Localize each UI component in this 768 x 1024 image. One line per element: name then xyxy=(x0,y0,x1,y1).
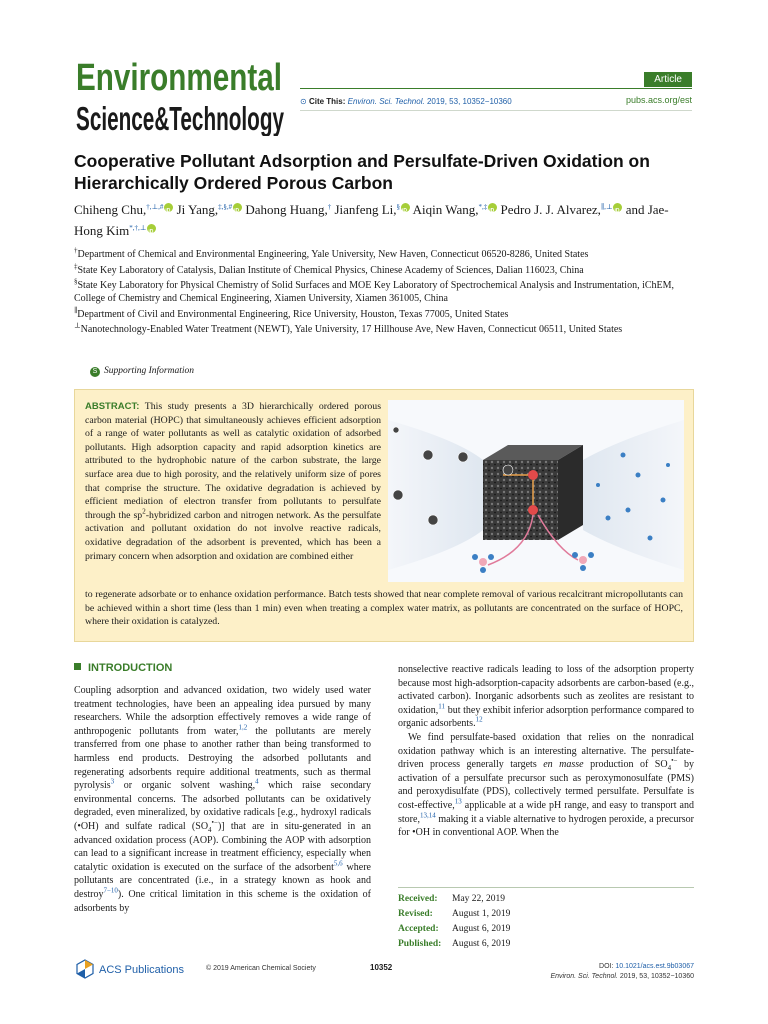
superscript: •− xyxy=(211,818,218,827)
intro-heading-label: INTRODUCTION xyxy=(88,662,173,674)
acs-publications-logo xyxy=(74,958,194,980)
cite-details[interactable]: 2019, 53, 10352−10360 xyxy=(426,97,512,106)
affiliation xyxy=(74,279,694,305)
date-label: Published: xyxy=(398,939,442,949)
author-affiliation-marks: † xyxy=(327,203,332,211)
footer-citation: 2019, 53, 10352−10360 xyxy=(617,973,694,980)
author-name: Jianfeng Li, xyxy=(334,202,397,217)
superscript: •− xyxy=(671,756,678,765)
author[interactable] xyxy=(245,202,331,217)
abstract-box xyxy=(74,389,694,642)
text-run: )] that are in situ-generated in an advanced oxidation process (AOP). Combining the AOP with adsorption can lead to a significant increase in treatment efficiency, especially when catalytic oxidation is executed on the surface of the adsorbent xyxy=(74,820,371,873)
reference-link[interactable]: 11 xyxy=(438,702,446,711)
abstract-label: ABSTRACT: xyxy=(85,401,140,412)
doi-block xyxy=(550,962,694,982)
reference-link[interactable]: 13 xyxy=(454,797,462,806)
author-affiliation-marks: § xyxy=(396,203,401,211)
affiliation-text: Nanotechnology-Enabled Water Treatment (NEWT), Yale University, 17 Hillhouse Ave, New Haven, Connecticut 06511, United States xyxy=(80,324,623,335)
supporting-info-label: Supporting Information xyxy=(104,366,194,376)
article-type-badge: Article xyxy=(644,72,692,87)
date-row xyxy=(398,937,510,952)
affiliation xyxy=(74,308,694,321)
author-affiliation-marks: †,⊥,# xyxy=(146,203,164,211)
date-value: August 6, 2019 xyxy=(452,939,511,949)
author-affiliation-marks: ‡,§,# xyxy=(218,203,233,211)
date-row xyxy=(398,922,510,937)
electron-1 xyxy=(528,470,538,480)
subscript: 4 xyxy=(208,825,212,834)
orcid-icon[interactable] xyxy=(147,224,156,233)
toc-graphic xyxy=(388,400,684,582)
text-run: but they exhibit inferior adsorption performance compared to organic adsorbents. xyxy=(398,704,694,730)
author-name: Chiheng Chu, xyxy=(74,202,147,217)
text-run: Coupling adsorption and advanced oxidation, two widely used water treatment technologies, have been an appealing idea pursued by many researchers. While the adsorption effectively removes a wide range of anthropogenic pollutants from water, xyxy=(74,685,371,737)
orcid-icon[interactable] xyxy=(233,203,242,212)
author-name: and Jae-Hong Kim xyxy=(74,202,669,238)
author-name: Pedro J. J. Alvarez, xyxy=(500,202,601,217)
affiliation-mark: § xyxy=(74,277,78,286)
reference-link[interactable]: 13,14 xyxy=(419,811,436,820)
supporting-info-icon: S xyxy=(90,367,100,377)
author-affiliation-marks: *,†,⊥ xyxy=(129,224,147,232)
date-value: August 6, 2019 xyxy=(452,924,511,934)
cite-this[interactable] xyxy=(300,97,512,106)
date-label: Revised: xyxy=(398,909,433,919)
text-run: the pollutants are merely transferred from one phase to another rather than being transformed to harmless end products. Destroying the adsorbed pollutants and regenerating adsorbents require additional treatments, such as thermal pyrolysis xyxy=(74,725,371,792)
orcid-icon[interactable] xyxy=(488,203,497,212)
date-row xyxy=(398,907,510,922)
intro-paragraph-2 xyxy=(398,731,694,840)
text-run: We find persulfate-based oxidation that relies on the nonradical oxidation pathway which is an interesting alternative. The persulfate-driven process generally targets xyxy=(398,731,694,771)
date-value: August 1, 2019 xyxy=(452,909,511,919)
journal-logo-line1: Environmental xyxy=(76,57,282,99)
orcid-icon[interactable] xyxy=(401,203,410,212)
text-run: applicable at a wide pH range, and easy to transport and store, xyxy=(398,799,694,825)
text-run: production of SO xyxy=(583,759,668,771)
footer-journal: Environ. Sci. Technol. xyxy=(550,973,618,980)
affiliation xyxy=(74,323,694,336)
intro-right-column xyxy=(398,663,694,840)
date-label: Accepted: xyxy=(398,924,439,934)
affiliation-mark: ‡ xyxy=(74,262,78,271)
subscript: 4 xyxy=(667,764,672,773)
emphasis: en masse xyxy=(543,759,584,771)
affiliation-text: Department of Civil and Environmental Engineering, Rice University, Houston, Texas 77005, United States xyxy=(77,308,509,320)
copyright: © 2019 American Chemical Society xyxy=(206,965,316,972)
abstract-part1a: This study presents a 3D hierarchically ordered porous carbon material (HOPC) that simultaneously achieves efficient adsorption of a range of water pollutants as well as catalytic oxidation of adsorbed pollutants. High adsorption capacity and rapid adsorption kinetics are attributed to the hydrophobic nature of the carbon substrate, the large surface area due to high porosity, and the relatively uniform size of pores that comprise the structure. The oxidative degradation is achieved by efficient mediation of electron transfer from pollutants to persulfate through the sp xyxy=(85,401,382,521)
author[interactable] xyxy=(177,202,243,217)
text-run: making it a viable alternative to hydrogen peroxide, a precursor for •OH in conventional AOP. When the xyxy=(398,813,694,839)
author[interactable] xyxy=(500,202,622,217)
text-run: which raise secondary environmental concerns. The adsorbed pollutants can be oxidatively degraded, even mineralized, by oxidative radicals [e.g., hydroxyl radicals (•OH) and sulfate radical (SO xyxy=(74,780,371,832)
header-rule xyxy=(300,88,692,89)
reference-link[interactable]: 4 xyxy=(255,777,259,786)
reference-link[interactable]: 7−10 xyxy=(103,886,118,895)
publication-dates xyxy=(398,892,510,952)
journal-url[interactable]: pubs.acs.org/est xyxy=(625,95,692,105)
intro-left-column xyxy=(74,684,371,915)
acs-hexagon-icon xyxy=(77,960,93,978)
affiliation xyxy=(74,248,694,261)
author[interactable] xyxy=(74,202,173,217)
orcid-icon[interactable] xyxy=(613,203,622,212)
reference-link[interactable]: 5,6 xyxy=(333,859,343,868)
abstract-sup: 2 xyxy=(142,507,146,516)
journal-logo xyxy=(74,50,286,136)
dates-divider xyxy=(398,887,694,888)
author[interactable] xyxy=(413,202,498,217)
text-run: nonselective reactive radicals leading to loss of the adsorption property because most high-adsorption-capacity adsorbents are carbon-based (e.g., activated carbon). Inorganic adsorbents such as zeolites are resistant to oxidation, xyxy=(398,664,694,716)
cite-icon: ⊙ xyxy=(300,97,307,106)
doi-label: DOI: xyxy=(599,963,616,970)
intro-paragraph-1-cont xyxy=(398,663,694,731)
affiliation-text: State Key Laboratory for Physical Chemistry of Solid Surfaces and MOE Key Laboratory of Spectrochemical Analysis and Instrumentation, iChEM, College of Chemistry and Chemical Engineering, Xiamen University, Xiamen 361005, China xyxy=(74,280,675,304)
cube-side xyxy=(558,445,583,540)
affiliations xyxy=(74,248,694,339)
author[interactable] xyxy=(334,202,410,217)
abstract-continued: to regenerate adsorbate or to enhance oxidation performance. Batch tests showed that near complete removal of various recalcitrant micropollutants can be achieved within a short time (less than 1 min) even when treating a complex water matrix, as pollutants are concentrated on the surface of HOPC, where their oxidation is catalyzed. xyxy=(85,589,683,628)
date-row xyxy=(398,892,510,907)
date-value: May 22, 2019 xyxy=(452,894,506,904)
cite-journal[interactable]: Environ. Sci. Technol. xyxy=(347,97,425,106)
text-run: or organic solvent washing, xyxy=(114,780,256,792)
journal-logo-line2: Science&Technology xyxy=(76,100,285,136)
author-name: Dahong Huang, xyxy=(245,202,328,217)
author-name: Aiqin Wang, xyxy=(412,202,479,217)
cite-label: Cite This: xyxy=(308,97,346,106)
page-number: 10352 xyxy=(370,963,393,972)
author-affiliation-marks: ∥,⊥ xyxy=(600,203,613,211)
text-run: by activation of a persulfate precursor such as peroxymonosulfate (PMS) and peroxydisulfate (PDS), collectively termed persulfate. Persulfate is cost-effective, xyxy=(398,759,694,811)
affiliation-mark: ∥ xyxy=(74,306,78,315)
publisher-name: ACS Publications xyxy=(99,964,184,976)
doi-link[interactable]: 10.1021/acs.est.9b03067 xyxy=(615,963,694,970)
reference-link[interactable]: 1,2 xyxy=(238,723,248,732)
affiliation-mark: † xyxy=(74,246,78,255)
section-heading-introduction xyxy=(74,662,172,674)
text-run: ). One critical limitation in this scheme is the oxidation of adsorbents by xyxy=(74,888,371,914)
author-name: Ji Yang, xyxy=(176,202,219,217)
abstract-part1b: -hybridized carbon and nitrogen network. As the persulfate activation and pollutant oxidation do not involve reactive radicals, oxidative degradation of the adsorbent is prevented, which has been a primary concern when adsorption and oxidation are combined either xyxy=(85,509,381,562)
affiliation-text: Department of Chemical and Environmental Engineering, Yale University, New Haven, Connecticut 06520-8286, United States xyxy=(77,249,589,260)
author-list xyxy=(74,198,694,240)
author-affiliation-marks: *,‡ xyxy=(478,203,488,211)
affiliation-mark: ⊥ xyxy=(74,321,81,330)
intro-paragraph-1 xyxy=(74,684,371,915)
date-label: Received: xyxy=(398,894,438,904)
supporting-information-link[interactable] xyxy=(90,366,194,377)
abstract-text xyxy=(85,400,381,563)
text-run: where pollutants are concentrated (i.e., in a strategy known as hook and destroy xyxy=(74,861,371,900)
affiliation-text: State Key Laboratory of Catalysis, Dalian Institute of Chemical Physics, Chinese Academy of Sciences, Dalian 116023, China xyxy=(77,264,584,276)
header-rule-secondary xyxy=(300,110,692,111)
paper-title: Cooperative Pollutant Adsorption and Persulfate-Driven Oxidation on Hierarchically Ordered Porous Carbon xyxy=(74,151,650,193)
section-square-icon xyxy=(74,663,81,670)
orcid-icon[interactable] xyxy=(164,203,173,212)
affiliation xyxy=(74,264,694,277)
electron-2 xyxy=(528,505,538,515)
reference-link[interactable]: 12 xyxy=(475,716,483,725)
reference-link[interactable]: 3 xyxy=(110,777,115,786)
